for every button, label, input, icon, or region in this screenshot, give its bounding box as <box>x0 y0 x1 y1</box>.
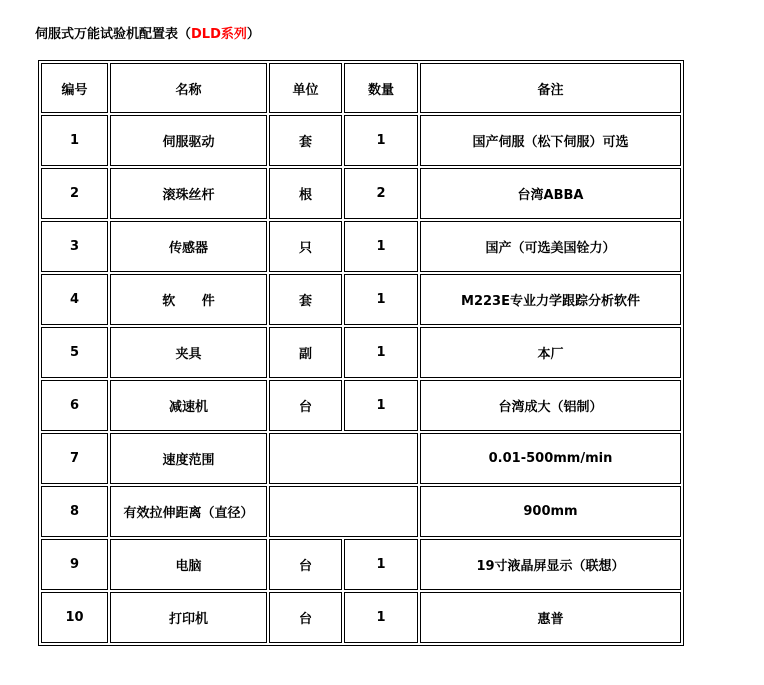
table-row <box>41 433 681 484</box>
title-main: 伺服式万能试验机配置表（ <box>35 27 192 42</box>
cell-number: 1 <box>41 115 108 166</box>
cell-name: 传感器 <box>110 221 267 272</box>
cell-unit: 台 <box>269 380 342 431</box>
cell-name: 软 件 <box>110 274 267 325</box>
cell-number: 3 <box>41 221 108 272</box>
cell-name: 有效拉伸距离（直径） <box>110 486 267 537</box>
cell-quantity: 1 <box>344 539 418 590</box>
cell-empty <box>269 486 418 537</box>
header-unit: 单位 <box>269 63 342 113</box>
table-row <box>41 592 681 643</box>
page-title <box>35 23 260 42</box>
cell-remarks: 台湾成大（铝制） <box>420 380 681 431</box>
cell-remarks: 惠普 <box>420 592 681 643</box>
cell-unit: 台 <box>269 539 342 590</box>
cell-empty <box>269 433 418 484</box>
cell-number: 6 <box>41 380 108 431</box>
cell-number: 2 <box>41 168 108 219</box>
cell-remarks: 900mm <box>420 486 681 537</box>
header-name: 名称 <box>110 63 267 113</box>
config-table <box>38 60 684 646</box>
cell-name: 电脑 <box>110 539 267 590</box>
cell-unit: 套 <box>269 115 342 166</box>
cell-remarks: 本厂 <box>420 327 681 378</box>
cell-name: 伺服驱动 <box>110 115 267 166</box>
cell-unit: 套 <box>269 274 342 325</box>
header-quantity: 数量 <box>344 63 418 113</box>
cell-number: 5 <box>41 327 108 378</box>
header-number: 编号 <box>41 63 108 113</box>
cell-number: 9 <box>41 539 108 590</box>
table-header-row <box>41 63 681 113</box>
cell-number: 8 <box>41 486 108 537</box>
table-row <box>41 168 681 219</box>
cell-quantity: 2 <box>344 168 418 219</box>
cell-unit: 台 <box>269 592 342 643</box>
cell-quantity: 1 <box>344 380 418 431</box>
cell-name: 滚珠丝杆 <box>110 168 267 219</box>
cell-quantity: 1 <box>344 221 418 272</box>
table-row <box>41 486 681 537</box>
cell-name: 夹具 <box>110 327 267 378</box>
cell-unit: 副 <box>269 327 342 378</box>
header-remarks: 备注 <box>420 63 681 113</box>
cell-unit: 根 <box>269 168 342 219</box>
cell-quantity: 1 <box>344 115 418 166</box>
cell-remarks: 国产（可选美国铨力） <box>420 221 681 272</box>
cell-unit: 只 <box>269 221 342 272</box>
cell-remarks: M223E专业力学跟踪分析软件 <box>420 274 681 325</box>
cell-name: 打印机 <box>110 592 267 643</box>
cell-name: 速度范围 <box>110 433 267 484</box>
table-row <box>41 115 681 166</box>
title-series: DLD系列 <box>191 27 247 42</box>
table-row <box>41 380 681 431</box>
cell-quantity: 1 <box>344 327 418 378</box>
table-row <box>41 274 681 325</box>
cell-number: 4 <box>41 274 108 325</box>
cell-remarks: 0.01-500mm/min <box>420 433 681 484</box>
title-close: ） <box>246 27 260 42</box>
cell-number: 10 <box>41 592 108 643</box>
cell-remarks: 19寸液晶屏显示（联想） <box>420 539 681 590</box>
cell-number: 7 <box>41 433 108 484</box>
table-row <box>41 221 681 272</box>
cell-remarks: 台湾ABBA <box>420 168 681 219</box>
cell-quantity: 1 <box>344 592 418 643</box>
cell-name: 减速机 <box>110 380 267 431</box>
cell-quantity: 1 <box>344 274 418 325</box>
table-row <box>41 327 681 378</box>
cell-remarks: 国产伺服（松下伺服）可选 <box>420 115 681 166</box>
table-row <box>41 539 681 590</box>
